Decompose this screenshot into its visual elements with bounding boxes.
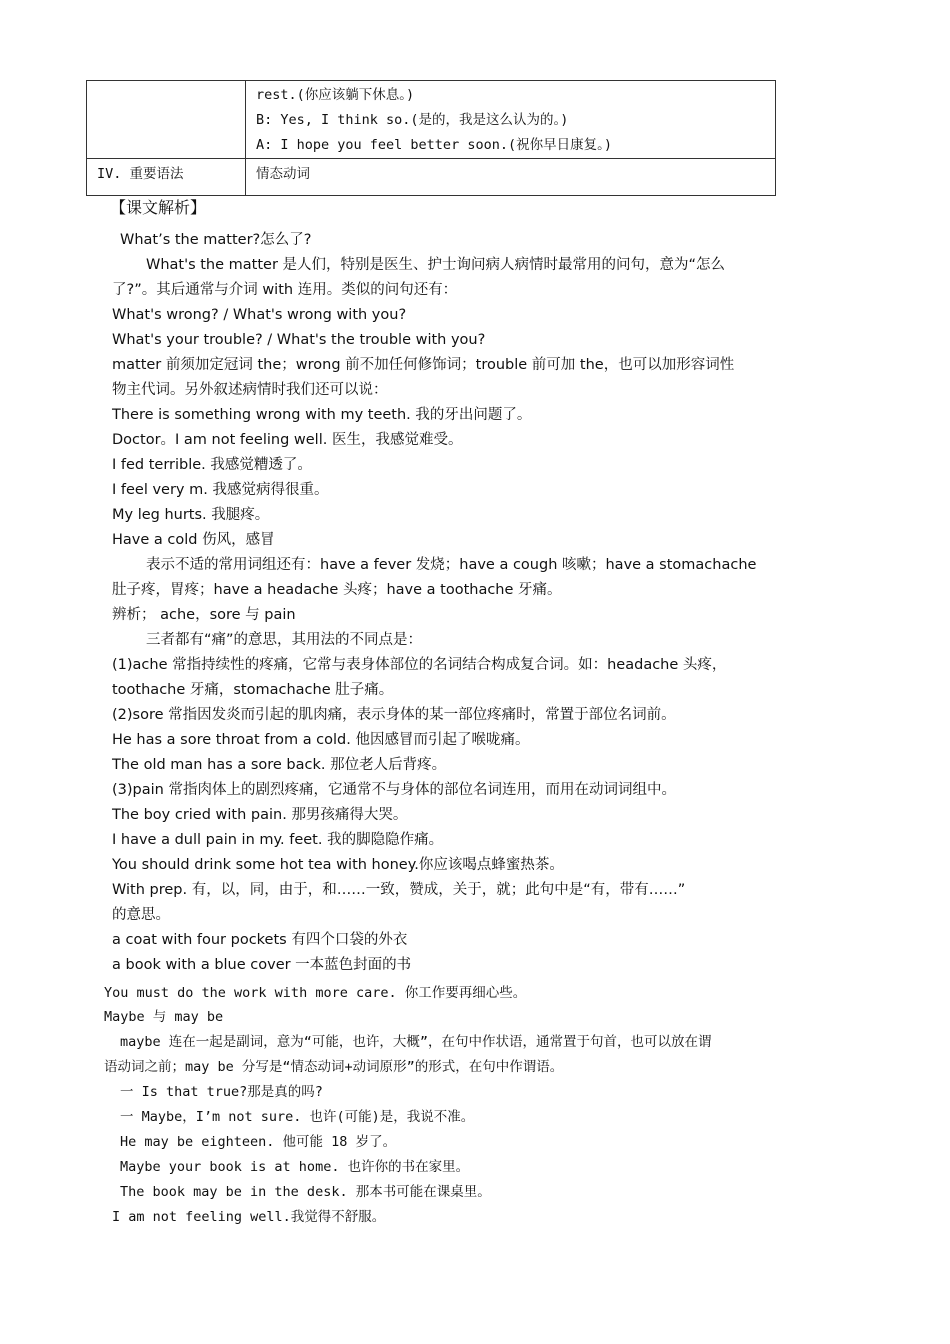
text-line: Have a cold 伤风，感冒 <box>112 532 275 548</box>
text-line: 三者都有“痛”的意思，其用法的不同点是： <box>146 632 423 648</box>
grammar-label: IV. 重要语法 <box>97 166 184 182</box>
text-line: Doctor。I am not feeling well. 医生，我感觉难受。 <box>112 432 463 448</box>
text-line: a book with a blue cover 一本蓝色封面的书 <box>112 957 412 973</box>
text-line: a coat with four pockets 有四个口袋的外衣 <box>112 932 408 948</box>
dialogue-cell <box>246 81 776 159</box>
dialogue-line: B: Yes, I think so.(是的，我是这么认为的。) <box>256 112 569 128</box>
text-line: I fed terrible. 我感觉糟透了。 <box>112 457 312 473</box>
text-line: You should drink some hot tea with honey.你应该喝点蜂蜜热茶。 <box>112 857 564 873</box>
section-heading: 【课文解析】 <box>110 198 207 217</box>
text-line: 表示不适的常用词组还有：have a fever 发烧；have a cough 咳嗽；have a stomachache <box>146 557 757 573</box>
text-line: 一 Maybe，I’m not sure. 也许(可能)是，我说不准。 <box>120 1109 475 1125</box>
text-line: (1)ache 常指持续性的疼痛，它常与表身体部位的名词结合构成复合词。如：headache 头疼， <box>112 657 727 673</box>
table-row <box>87 81 776 159</box>
text-line: My leg hurts. 我腿疼。 <box>112 507 270 523</box>
text-line: I feel very m. 我感觉病得很重。 <box>112 482 329 498</box>
text-line: 物主代词。另外叙述病情时我们还可以说： <box>112 382 388 398</box>
grammar-value-cell <box>246 159 776 196</box>
text-line: I have a dull pain in my. feet. 我的脚隐隐作痛。 <box>112 832 444 848</box>
grammar-label-cell <box>87 159 246 196</box>
text-line: He has a sore throat from a cold. 他因感冒而引起了喉咙痛。 <box>112 732 530 748</box>
text-line: 肚子疼，胃疼；have a headache 头疼；have a toothache 牙痛。 <box>112 582 562 598</box>
text-line: (2)sore 常指因发炎而引起的肌肉痛，表示身体的某一部位疼痛时，常置于部位名词前。 <box>112 707 676 723</box>
text-line: 一 Is that true?那是真的吗? <box>120 1084 323 1100</box>
text-line: You must do the work with more care. 你工作要再细心些。 <box>104 985 527 1001</box>
text-line: 辨析； ache，sore 与 pain <box>112 607 296 623</box>
text-line: What’s the matter?怎么了? <box>120 232 312 248</box>
table-cell-empty <box>87 81 246 159</box>
text-line: The old man has a sore back. 那位老人后背疼。 <box>112 757 447 773</box>
summary-table <box>86 80 776 196</box>
text-line: With prep. 有，以，同，由于，和……一致，赞成，关于，就；此句中是“有，带有……” <box>112 882 686 898</box>
text-line: The boy cried with pain. 那男孩痛得大哭。 <box>112 807 408 823</box>
dialogue-line: rest.(你应该躺下休息。) <box>256 87 415 103</box>
text-line: maybe 连在一起是副词，意为“可能，也许，大概”，在句中作状语，通常置于句首，也可以放在谓 <box>120 1034 712 1050</box>
text-line: What's your trouble? / What's the trouble with you? <box>112 332 486 348</box>
text-line: Maybe 与 may be <box>104 1009 224 1025</box>
text-line: 了?”。其后通常与介词 with 连用。类似的问句还有： <box>112 282 458 298</box>
text-line: What's the matter 是人们，特别是医生、护士询问病人病情时最常用的问句，意为“怎么 <box>146 257 726 273</box>
text-line: The book may be in the desk. 那本书可能在课桌里。 <box>120 1184 491 1200</box>
dialogue-line: A: I hope you feel better soon.(祝你早日康复。) <box>256 137 612 153</box>
text-line: What's wrong? / What's wrong with you? <box>112 307 407 323</box>
text-line: (3)pain 常指肉体上的剧烈疼痛，它通常不与身体的部位名词连用，而用在动词词组中。 <box>112 782 676 798</box>
text-line: matter 前须加定冠词 the；wrong 前不加任何修饰词；trouble 前可加 the，也可以加形容词性 <box>112 357 735 373</box>
text-line: He may be eighteen. 他可能 18 岁了。 <box>120 1134 397 1150</box>
text-line: There is something wrong with my teeth. 我的牙出问题了。 <box>112 407 532 423</box>
text-line: Maybe your book is at home. 也许你的书在家里。 <box>120 1159 470 1175</box>
text-line: toothache 牙痛，stomachache 肚子痛。 <box>112 682 394 698</box>
text-line: I am not feeling well.我觉得不舒服。 <box>112 1209 386 1225</box>
text-line: 语动词之前；may be 分写是“情态动词+动词原形”的形式，在句中作谓语。 <box>104 1059 564 1075</box>
text-line: 的意思。 <box>112 907 170 923</box>
table-row <box>87 159 776 196</box>
grammar-value: 情态动词 <box>256 166 310 182</box>
